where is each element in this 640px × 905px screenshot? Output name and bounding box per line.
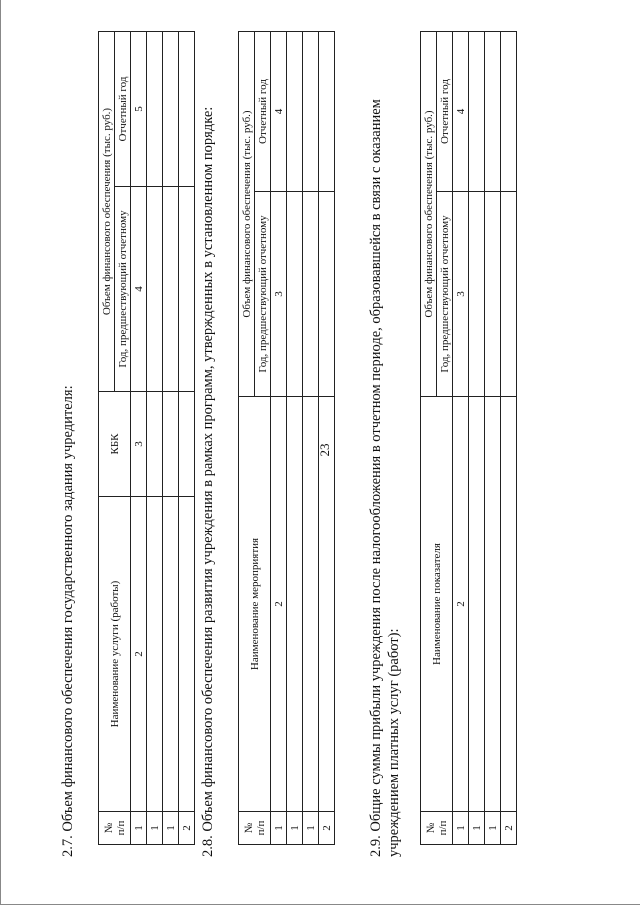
cell bbox=[179, 497, 195, 812]
cell: 1 bbox=[453, 812, 469, 845]
col-no-header bbox=[239, 812, 271, 845]
cell bbox=[147, 187, 163, 392]
cell bbox=[303, 32, 319, 192]
col-fin-header: Объем финансового обеспечения (тыс. руб.) bbox=[99, 32, 115, 392]
col-kbk-header: КБК bbox=[99, 392, 131, 497]
table-row bbox=[453, 32, 469, 845]
col-name-header: Наименование показателя bbox=[421, 397, 453, 812]
cell bbox=[179, 392, 195, 497]
cell bbox=[501, 32, 517, 192]
cell bbox=[147, 392, 163, 497]
section-2-7-heading: 2.7. Объем финансового обеспечения государственного задания учредителя: bbox=[60, 385, 76, 857]
table-row bbox=[501, 32, 517, 845]
table-row bbox=[287, 32, 303, 845]
table-row bbox=[319, 32, 335, 845]
cell-text: № bbox=[424, 822, 437, 834]
cell: 4 bbox=[453, 32, 469, 192]
cell: 1 bbox=[287, 812, 303, 845]
cell: 2 bbox=[271, 397, 287, 812]
cell bbox=[469, 192, 485, 397]
cell bbox=[485, 32, 501, 192]
cell: 1 bbox=[469, 812, 485, 845]
col-prev-header: Год, предшествующий отчетному bbox=[115, 187, 131, 392]
cell bbox=[485, 397, 501, 812]
table-row bbox=[239, 32, 255, 845]
cell: 2 bbox=[453, 397, 469, 812]
cell bbox=[319, 397, 335, 812]
cell-text: № bbox=[102, 822, 115, 834]
cell bbox=[319, 32, 335, 192]
table-row bbox=[99, 32, 115, 845]
page-number: 23 bbox=[317, 443, 332, 457]
cell bbox=[163, 392, 179, 497]
col-prev-header: Год, предшествующий отчетному bbox=[255, 192, 271, 397]
col-fin-header: Объем финансового обеспечения (тыс. руб.) bbox=[239, 32, 255, 397]
cell: 2 bbox=[179, 812, 195, 845]
cell bbox=[303, 397, 319, 812]
table-row bbox=[469, 32, 485, 845]
cell bbox=[179, 32, 195, 187]
col-name-header: Наименование мероприятия bbox=[239, 397, 271, 812]
cell bbox=[287, 192, 303, 397]
cell: 1 bbox=[271, 812, 287, 845]
cell: 3 bbox=[453, 192, 469, 397]
cell: 1 bbox=[131, 812, 147, 845]
table-2-8 bbox=[238, 31, 335, 845]
cell bbox=[501, 192, 517, 397]
section-2-8-heading: 2.8. Объем финансового обеспечения развития учреждения в рамках программ, утвержденных в установленном порядке: bbox=[200, 106, 216, 857]
cell: 5 bbox=[131, 32, 147, 187]
cell bbox=[303, 192, 319, 397]
table-2-9 bbox=[420, 31, 517, 845]
cell bbox=[319, 192, 335, 397]
cell: 2 bbox=[501, 812, 517, 845]
cell-text: № bbox=[242, 822, 255, 834]
table-row bbox=[163, 32, 179, 845]
cell: 3 bbox=[131, 392, 147, 497]
table-row bbox=[421, 32, 437, 845]
table-2-7 bbox=[98, 31, 195, 845]
cell bbox=[485, 192, 501, 397]
col-rep-header: Отчетный год bbox=[437, 32, 453, 192]
cell bbox=[147, 32, 163, 187]
cell: 2 bbox=[319, 812, 335, 845]
cell-text: п/п bbox=[436, 820, 449, 836]
cell bbox=[163, 187, 179, 392]
cell: 3 bbox=[271, 192, 287, 397]
table-row bbox=[271, 32, 287, 845]
table-row bbox=[131, 32, 147, 845]
col-no-header bbox=[99, 812, 131, 845]
col-fin-header: Объем финансового обеспечения (тыс. руб.) bbox=[421, 32, 437, 397]
cell: 1 bbox=[303, 812, 319, 845]
cell: 2 bbox=[131, 497, 147, 812]
cell bbox=[287, 32, 303, 192]
cell bbox=[287, 397, 303, 812]
table-row bbox=[485, 32, 501, 845]
cell bbox=[163, 32, 179, 187]
col-name-header: Наименование услуги (работы) bbox=[99, 497, 131, 812]
page-edge-left bbox=[0, 0, 1, 905]
cell bbox=[469, 32, 485, 192]
col-rep-header: Отчетный год bbox=[115, 32, 131, 187]
table-row bbox=[303, 32, 319, 845]
cell-text: п/п bbox=[254, 820, 267, 836]
cell: 4 bbox=[131, 187, 147, 392]
cell bbox=[147, 497, 163, 812]
cell bbox=[501, 397, 517, 812]
col-no-header bbox=[421, 812, 453, 845]
cell: 1 bbox=[147, 812, 163, 845]
section-2-9-heading-line2: учреждением платных услуг (работ): bbox=[386, 628, 402, 857]
cell: 1 bbox=[163, 812, 179, 845]
cell bbox=[163, 497, 179, 812]
cell bbox=[469, 397, 485, 812]
cell: 1 bbox=[485, 812, 501, 845]
table-row bbox=[179, 32, 195, 845]
col-prev-header: Год, предшествующий отчетному bbox=[437, 192, 453, 397]
table-row bbox=[147, 32, 163, 845]
section-2-9-heading-line1: 2.9. Общие суммы прибыли учреждения после налогообложения в отчетном периоде, образовавшейся в связи с оказанием bbox=[368, 99, 384, 857]
cell: 4 bbox=[271, 32, 287, 192]
col-rep-header: Отчетный год bbox=[255, 32, 271, 192]
cell bbox=[179, 187, 195, 392]
cell-text: п/п bbox=[114, 820, 127, 836]
